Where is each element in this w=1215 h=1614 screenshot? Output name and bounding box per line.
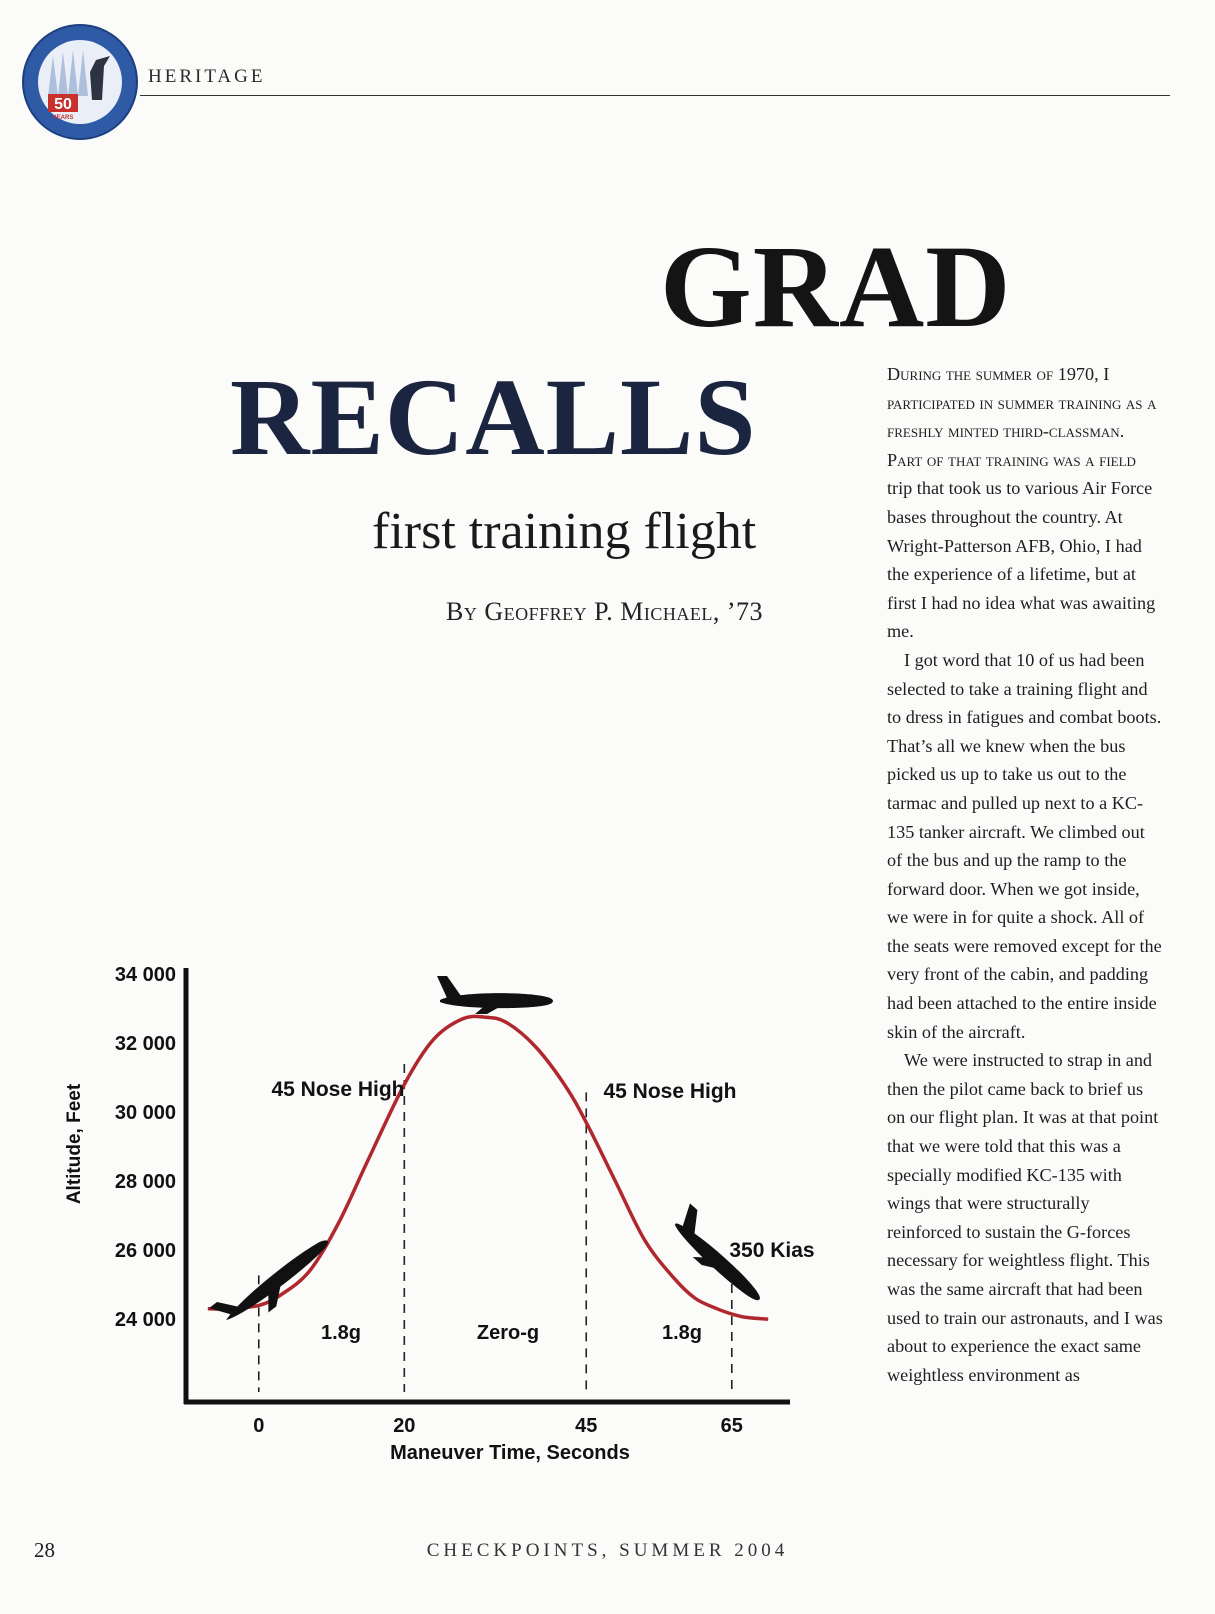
y-tick-label: 32 000: [114, 1033, 176, 1056]
aircraft-top-icon: [437, 976, 553, 1014]
y-tick-label: 26 000: [114, 1240, 176, 1263]
speed-label: 350 Kias: [729, 1239, 815, 1262]
zero-g-label: Zero-g: [476, 1322, 540, 1344]
g-load-left-label: 1.8g: [320, 1322, 362, 1344]
headline-line-2: RECALLS: [230, 356, 757, 478]
nose-high-left-label: 45 Nose High: [271, 1078, 405, 1101]
y-tick-label: 34 000: [114, 964, 176, 986]
headline-line-1: GRAD: [660, 221, 1012, 352]
article-body: [887, 360, 1163, 1389]
paragraph-1-text: trip that took us to various Air Force bases throughout the country. At Wright-Patterson AFB, Ohio, I had the experience of a lifetime, but at first I had no idea what was awaiting me.: [887, 478, 1156, 642]
nose-high-right-label: 45 Nose High: [603, 1080, 737, 1103]
paragraph-3: We were instructed to strap in and then the pilot came back to brief us on our flight plan. It was at that point that we were told that this was a specially modified KC-135 with wings that were structurally reinforced to sustain the G-forces necessary for weightless flight. This was the same aircraft that had been used to train our astronauts, and I was about to experience the exact same weightless environment as: [887, 1050, 1163, 1385]
logo-50: 50: [54, 96, 72, 113]
x-tick-label: 45: [575, 1415, 598, 1437]
usafa-50-years-emblem: [20, 22, 140, 142]
y-tick-label: 24 000: [114, 1309, 176, 1332]
header-rule: [140, 95, 1170, 96]
paragraph-2: I got word that 10 of us had been selected to take a training flight and to dress in fatigues and combat boots. That’s all we knew when the bus picked us up to take us out to the tarmac and pulled up next to a KC-135 tanker aircraft. We climbed out of the bus and up the ramp to the forward door. When we got inside, we were in for quite a shock. All of the seats were removed except for the very front of the cabin, and padding had been attached to the entire inside skin of the aircraft.: [887, 649, 1162, 1042]
x-axis-label: Maneuver Time, Seconds: [390, 1442, 630, 1464]
parabolic-flight-chart: [0, 950, 850, 1510]
x-axis-ticks: [253, 1415, 743, 1437]
y-axis-label: Altitude, Feet: [64, 1083, 85, 1205]
y-tick-label: 30 000: [114, 1102, 176, 1125]
subtitle: first training flight: [372, 503, 757, 560]
y-tick-label: 28 000: [114, 1171, 176, 1194]
page-number: 28: [34, 1538, 55, 1562]
y-axis-ticks: [115, 964, 176, 1331]
x-tick-label: 0: [253, 1415, 265, 1437]
x-tick-label: 65: [720, 1415, 743, 1437]
publication-footer: CHECKPOINTS, SUMMER 2004: [426, 1540, 789, 1561]
g-load-right-label: 1.8g: [661, 1322, 703, 1344]
x-tick-label: 20: [393, 1415, 416, 1437]
byline: By Geoffrey P. Michael, ’73: [446, 597, 763, 626]
section-label: HERITAGE: [148, 66, 266, 87]
logo-years: YEARS: [52, 115, 74, 121]
lead-in: During the summer of 1970, I participated in summer training as a freshly minted third-classman. Part of that training was a field: [887, 364, 1157, 470]
paragraph-1: [887, 360, 1163, 646]
